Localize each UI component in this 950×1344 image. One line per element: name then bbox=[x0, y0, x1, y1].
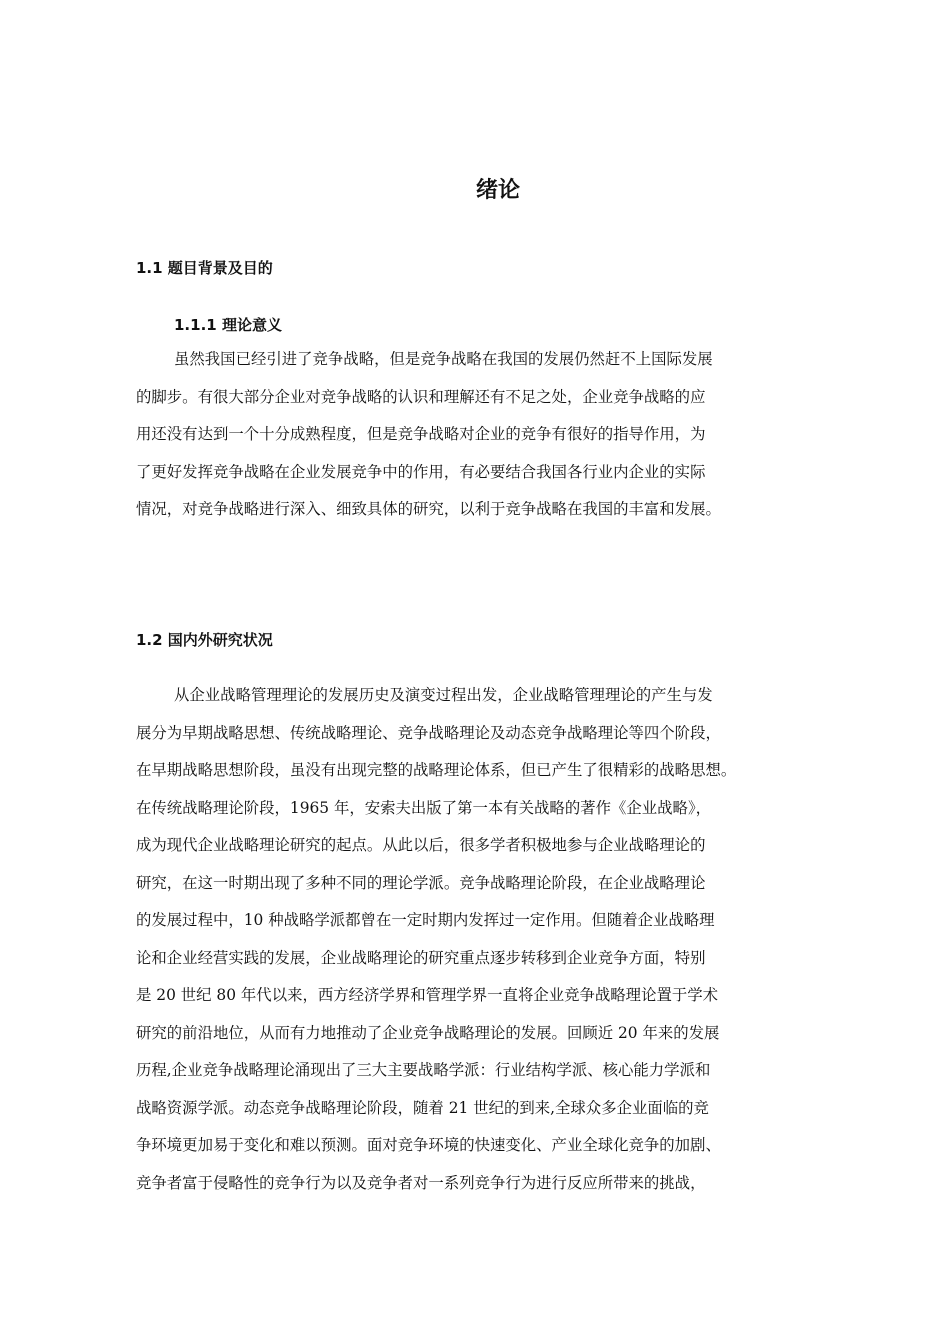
paragraph-line: 情况，对竞争战略进行深入、细致具体的研究，以利于竞争战略在我国的丰富和发展。 bbox=[136, 500, 721, 518]
page-title: 绪论 bbox=[475, 178, 520, 203]
paragraph-line: 成为现代企业战略理论研究的起点。从此以后，很多学者积极地参与企业战略理论的 bbox=[136, 836, 706, 854]
paragraph-line: 竞争者富于侵略性的竞争行为以及竞争者对一系列竞争行为进行反应所带来的挑战， bbox=[136, 1173, 706, 1192]
paragraph-line: 展分为早期战略思想、传统战略理论、竞争战略理论及动态竞争战略理论等四个阶段， bbox=[136, 723, 721, 742]
paragraph-line: 用还没有达到一个十分成熟程度，但是竞争战略对企业的竞争有很好的指导作用，为 bbox=[136, 425, 706, 443]
paragraph-theoretical-significance bbox=[136, 341, 866, 529]
paragraph-line: 虽然我国已经引进了竞争战略，但是竞争战略在我国的发展仍然赶不上国际发展 bbox=[174, 350, 713, 368]
paragraph-line: 研究，在这一时期出现了多种不同的理论学派。竞争战略理论阶段，在企业战略理论 bbox=[136, 873, 706, 892]
paragraph-line: 在传统战略理论阶段，1965 年，安索夫出版了第一本有关战略的著作《企业战略》， bbox=[136, 798, 712, 817]
paragraph-line: 是 20 世纪 80 年代以来，西方经济学界和管理学界一直将企业竞争战略理论置于学术 bbox=[136, 986, 719, 1004]
paragraph-line: 的脚步。有很大部分企业对竞争战略的认识和理解还有不足之处，企业竞争战略的应 bbox=[136, 387, 706, 406]
section-heading-1-1: 1.1 题目背景及目的 bbox=[136, 259, 273, 277]
paragraph-line: 争环境更加易于变化和难以预测。面对竞争环境的快速变化、产业全球化竞争的加剧、 bbox=[136, 1136, 721, 1154]
paragraph-line: 从企业战略管理理论的发展历史及演变过程出发，企业战略管理理论的产生与发 bbox=[174, 686, 713, 704]
subsection-label: 理论意义 bbox=[221, 316, 282, 334]
paragraph-line: 论和企业经营实践的发展，企业战略理论的研究重点逐步转移到企业竞争方面，特别 bbox=[136, 948, 706, 967]
paragraph-research-status bbox=[136, 677, 866, 1202]
paragraph-line: 历程,企业竞争战略理论涌现出了三大主要战略学派：行业结构学派、核心能力学派和 bbox=[136, 1061, 711, 1079]
paragraph-line: 的发展过程中，10 种战略学派都曾在一定时期内发挥过一定作用。但随着企业战略理 bbox=[136, 911, 715, 929]
paragraph-line: 在早期战略思想阶段，虽没有出现完整的战略理论体系，但已产生了很精彩的战略思想。 bbox=[136, 761, 737, 779]
paragraph-line: 战略资源学派。动态竞争战略理论阶段，随着 21 世纪的到来,全球众多企业面临的竞 bbox=[136, 1098, 709, 1117]
paragraph-line: 研究的前沿地位，从而有力地推动了企业竞争战略理论的发展。回顾近 20 年来的发展 bbox=[136, 1023, 720, 1042]
subsection-heading-1-1-1 bbox=[174, 314, 282, 336]
subsection-number: 1.1.1 bbox=[174, 316, 217, 334]
paragraph-line: 了更好发挥竞争战略在企业发展竞争中的作用，有必要结合我国各行业内企业的实际 bbox=[136, 462, 706, 481]
section-heading-1-2: 1.2 国内外研究状况 bbox=[136, 631, 273, 649]
